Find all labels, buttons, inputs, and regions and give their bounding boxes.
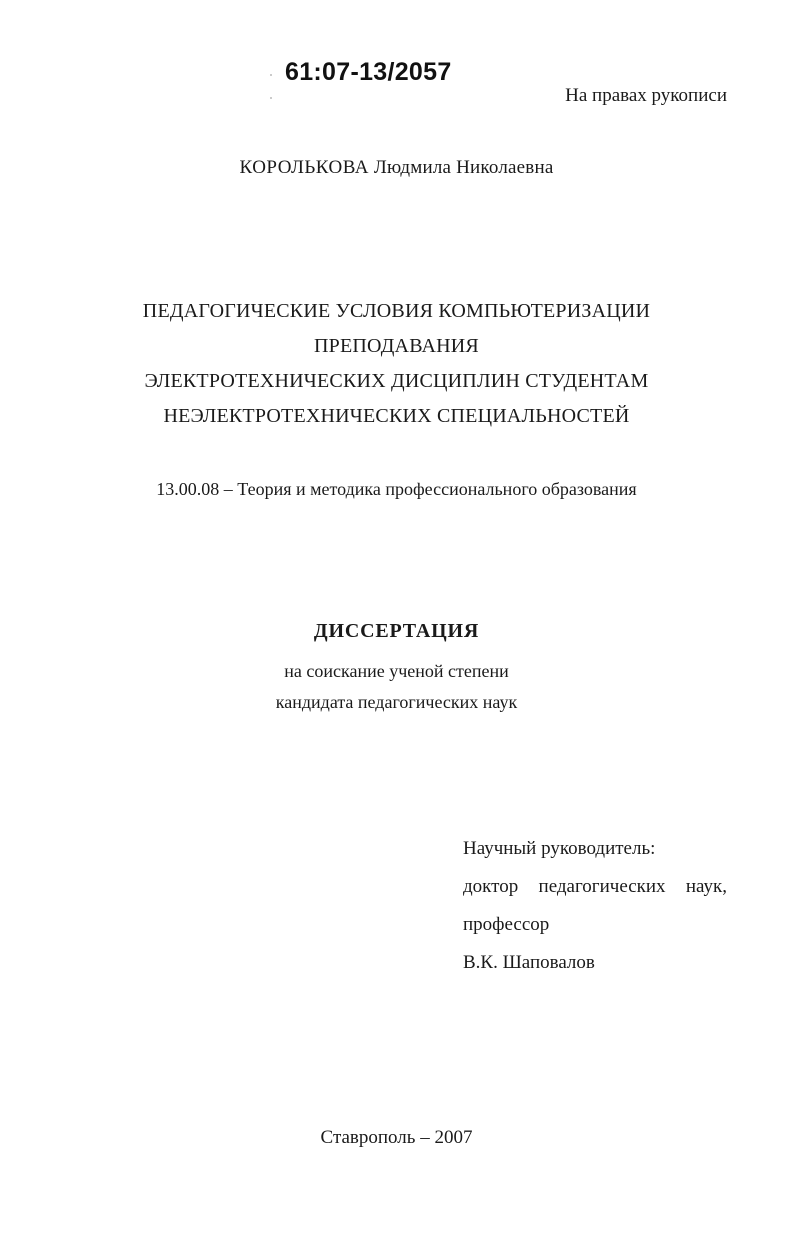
document-type: ДИССЕРТАЦИЯ [313,620,480,642]
author-given-names: Людмила Николаевна [373,157,554,178]
supervisor-degree: доктор педагогических наук, [463,876,727,897]
scan-speck [270,97,272,99]
supervisor-name: В.К. Шаповалов [463,952,595,973]
author-name [0,157,793,179]
title-line: ЭЛЕКТРОТЕХНИЧЕСКИХ ДИСЦИПЛИН СТУДЕНТАМ [144,370,649,392]
rights-note: На правах рукописи [565,85,727,106]
dissertation-title [0,294,793,434]
supervisor-heading: Научный руководитель: [463,838,656,859]
supervisor-rank: профессор [463,914,550,935]
scan-speck [270,74,272,76]
degree-line: на соискание ученой степени [284,661,509,681]
registry-stamp: 61:07-13/2057 [285,58,452,86]
degree-line: кандидата педагогических наук [275,692,518,712]
title-line: ПЕДАГОГИЧЕСКИЕ УСЛОВИЯ КОМПЬЮТЕРИЗАЦИИ [142,300,651,322]
place-year: Ставрополь – 2007 [320,1127,473,1148]
supervisor-block [463,838,727,990]
title-line: ПРЕПОДАВАНИЯ [314,335,479,357]
title-line: НЕЭЛЕКТРОТЕХНИЧЕСКИХ СПЕЦИАЛЬНОСТЕЙ [163,405,630,427]
specialty-code: 13.00.08 – Теория и методика профессионального образования [156,479,637,499]
author-surname: КОРОЛЬКОВА [239,157,369,178]
